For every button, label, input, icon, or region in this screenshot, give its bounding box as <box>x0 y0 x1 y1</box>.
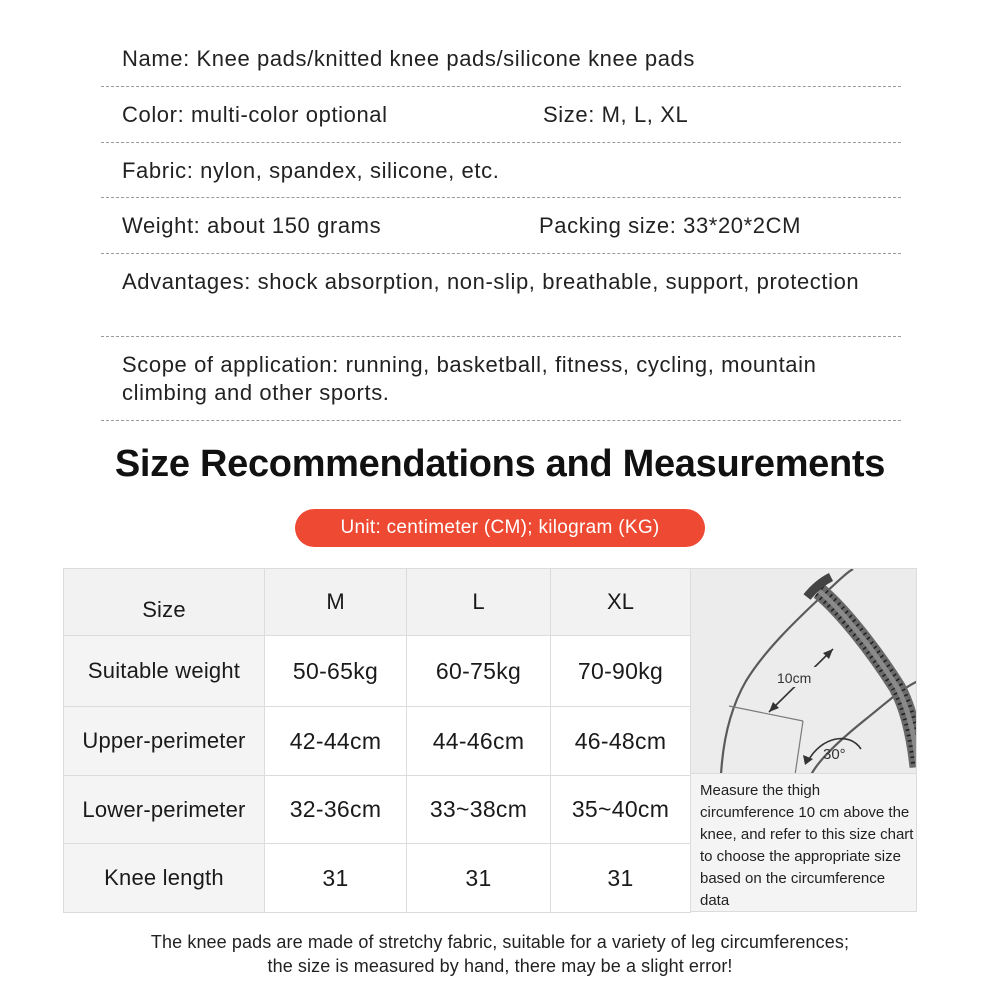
cell-weight-xl: 70-90kg <box>551 636 691 707</box>
table-row <box>64 636 691 707</box>
cell-knee-m: 31 <box>265 844 407 913</box>
row-label-upper: Upper-perimeter <box>64 707 265 776</box>
spec-row-color-size <box>101 87 901 143</box>
row-label-weight: Suitable weight <box>64 636 265 707</box>
spec-row-weight-packing <box>101 198 901 254</box>
spec-scope: Scope of application: running, basketball, fitness, cycling, mountain climbing and other sports. <box>122 352 817 405</box>
cell-lower-xl: 35~40cm <box>551 776 691 844</box>
spec-row-scope <box>101 337 901 421</box>
cell-upper-xl: 46-48cm <box>551 707 691 776</box>
measuring-tape <box>819 591 917 767</box>
table-row <box>64 844 691 913</box>
spec-advantages: Advantages: shock absorption, non-slip, breathable, support, protection <box>122 269 860 294</box>
spec-row-advantages <box>101 254 901 337</box>
cell-lower-m: 32-36cm <box>265 776 407 844</box>
cell-upper-m: 42-44cm <box>265 707 407 776</box>
row-label-knee-length: Knee length <box>64 844 265 913</box>
size-chart-table <box>63 568 691 913</box>
cell-upper-l: 44-46cm <box>407 707 551 776</box>
measure-instructions: Measure the thigh circumference 10 cm above the knee, and refer to this size chart to choose the appropriate size based on the circumference data <box>690 774 917 912</box>
footer-line-2: the size is measured by hand, there may be a slight error! <box>267 956 733 976</box>
cell-weight-l: 60-75kg <box>407 636 551 707</box>
header-size-l: L <box>407 569 551 636</box>
header-size-xl: XL <box>551 569 691 636</box>
spec-size: Size: M, L, XL <box>543 102 689 127</box>
shin-line <box>795 721 803 774</box>
unit-badge: Unit: centimeter (CM); kilogram (KG) <box>295 509 705 547</box>
knee-line <box>729 706 803 721</box>
spec-row-fabric <box>101 143 901 198</box>
spec-packing-size: Packing size: 33*20*2CM <box>539 213 802 238</box>
section-heading: Size Recommendations and Measurements <box>114 443 886 485</box>
cell-weight-m: 50-65kg <box>265 636 407 707</box>
spec-weight: Weight: about 150 grams <box>122 213 382 238</box>
footer-note <box>0 930 1000 978</box>
spec-name: Name: Knee pads/knitted knee pads/silicone knee pads <box>122 46 695 71</box>
table-row <box>64 707 691 776</box>
spec-row-name <box>101 31 901 87</box>
table-header-row <box>64 569 691 636</box>
measurement-illustration <box>690 568 917 774</box>
spec-fabric: Fabric: nylon, spandex, silicone, etc. <box>122 158 500 183</box>
header-size-label: Size <box>64 569 265 636</box>
row-label-lower: Lower-perimeter <box>64 776 265 844</box>
header-size-m: M <box>265 569 407 636</box>
cell-lower-l: 33~38cm <box>407 776 551 844</box>
distance-label: 10cm <box>777 670 812 686</box>
spec-color: Color: multi-color optional <box>122 102 388 127</box>
cell-knee-xl: 31 <box>551 844 691 913</box>
angle-label: 30° <box>823 746 846 763</box>
leg-measure-diagram <box>691 569 917 774</box>
footer-line-1: The knee pads are made of stretchy fabric, suitable for a variety of leg circumferences; <box>150 932 850 952</box>
product-spec-list <box>101 31 901 421</box>
cell-knee-l: 31 <box>407 844 551 913</box>
table-row <box>64 776 691 844</box>
